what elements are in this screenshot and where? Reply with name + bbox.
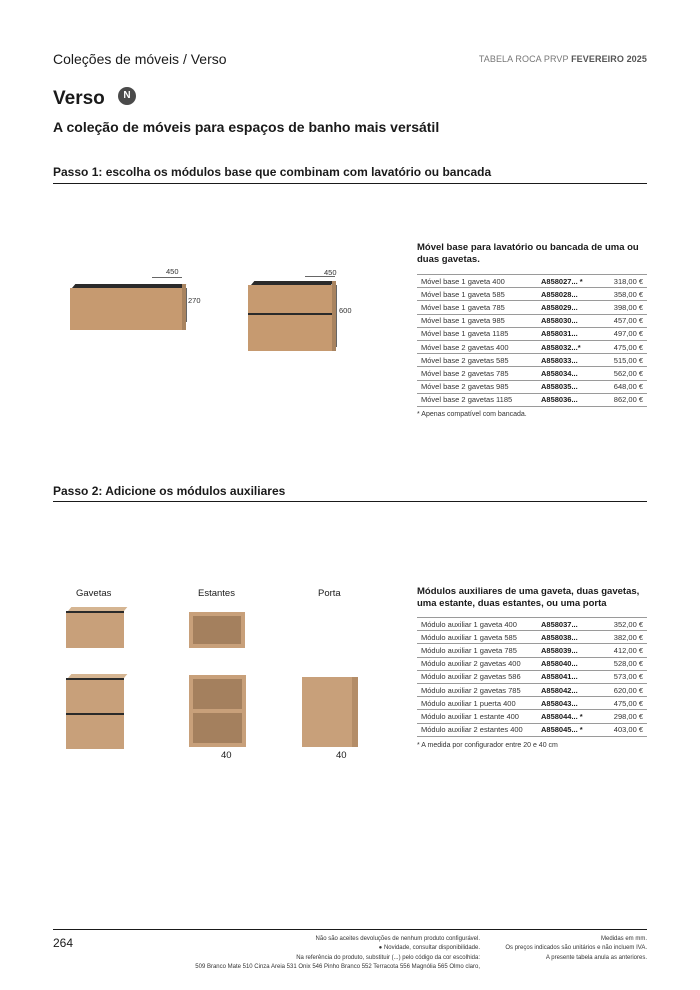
product-name-cell: Móvel base 1 gaveta 785 xyxy=(417,301,537,314)
product-code-cell: A858029... xyxy=(537,301,595,314)
aux-modules-price-table xyxy=(417,617,647,737)
table-row xyxy=(417,723,647,736)
product-code-cell: A858028... xyxy=(537,288,595,301)
footer-divider xyxy=(53,929,647,930)
product-price-cell: 528,00 € xyxy=(595,657,647,670)
step1-table-title: Móvel base para lavatório ou bancada de uma ou duas gavetas. xyxy=(417,242,639,265)
step1-divider xyxy=(53,183,647,184)
product-price-cell: 318,00 € xyxy=(595,275,647,288)
page-title: Verso xyxy=(53,88,105,109)
product-price-cell: 475,00 € xyxy=(595,340,647,353)
step2-divider xyxy=(53,501,647,502)
new-icon: ● xyxy=(378,945,384,952)
product-name-cell: Módulo auxiliar 1 gaveta 400 xyxy=(417,618,537,631)
shelves-depth-label: 40 xyxy=(221,750,232,761)
footer-note-returns: Não são aceites devoluções de nenhum produto configurável. xyxy=(315,936,480,942)
footer-note-colors: 509 Branco Mate 510 Cinza Areia 531 Onix 546 Pinho Branco 552 Terracota 556 Magnólia 565 Olmo claro, xyxy=(195,964,480,971)
table-row xyxy=(417,327,647,340)
dim-width-1: 450 xyxy=(166,267,179,276)
new-badge: N xyxy=(118,87,136,105)
category-drawers-label: Gavetas xyxy=(76,588,112,599)
product-price-cell: 398,00 € xyxy=(595,301,647,314)
table-row xyxy=(417,697,647,710)
table-row xyxy=(417,301,647,314)
door-depth-label: 40 xyxy=(336,750,347,761)
dim-height-1: 270 xyxy=(188,296,201,305)
product-code-cell: A858045... * xyxy=(537,723,595,736)
product-name-cell: Móvel base 2 gavetas 1185 xyxy=(417,393,537,406)
product-price-cell: 412,00 € xyxy=(595,644,647,657)
table-row xyxy=(417,657,647,670)
product-name-cell: Móvel base 1 gaveta 1185 xyxy=(417,327,537,340)
product-price-cell: 515,00 € xyxy=(595,354,647,367)
price-table-date: FEVEREIRO 2025 xyxy=(571,54,647,64)
footer-legal xyxy=(505,935,647,963)
table-row xyxy=(417,393,647,406)
product-price-cell: 648,00 € xyxy=(595,380,647,393)
product-name-cell: Módulo auxiliar 2 gavetas 586 xyxy=(417,670,537,683)
product-code-cell: A858038... xyxy=(537,631,595,644)
step2-heading: Passo 2: Adicione os módulos auxiliares xyxy=(53,484,286,498)
product-name-cell: Móvel base 1 gaveta 985 xyxy=(417,314,537,327)
product-name-cell: Módulo auxiliar 1 estante 400 xyxy=(417,710,537,723)
product-name-cell: Módulo auxiliar 1 puerta 400 xyxy=(417,697,537,710)
table-row xyxy=(417,288,647,301)
product-price-cell: 298,00 € xyxy=(595,710,647,723)
product-price-cell: 382,00 € xyxy=(595,631,647,644)
product-price-cell: 562,00 € xyxy=(595,367,647,380)
footer-measures: Medidas em mm. xyxy=(600,936,647,942)
price-table-prefix: TABELA ROCA PRVP xyxy=(478,54,572,64)
product-price-cell: 403,00 € xyxy=(595,723,647,736)
product-name-cell: Móvel base 2 gavetas 985 xyxy=(417,380,537,393)
table-row xyxy=(417,710,647,723)
dim-height-2: 600 xyxy=(339,306,352,315)
product-code-cell: A858037... xyxy=(537,618,595,631)
table-row xyxy=(417,618,647,631)
product-code-cell: A858031... xyxy=(537,327,595,340)
table-row xyxy=(417,683,647,696)
product-price-cell: 573,00 € xyxy=(595,670,647,683)
table-row xyxy=(417,314,647,327)
page-number: 264 xyxy=(53,936,74,950)
page-subtitle: A coleção de móveis para espaços de banho mais versátil xyxy=(53,119,440,135)
product-code-cell: A858027... * xyxy=(537,275,595,288)
breadcrumb: Coleções de móveis / Verso xyxy=(53,51,227,67)
footer-validity: A presente tabela anula as anteriores. xyxy=(545,954,647,961)
base-units-price-table xyxy=(417,274,647,407)
product-code-cell: A858041... xyxy=(537,670,595,683)
price-table-label xyxy=(479,54,647,64)
product-price-cell: 497,00 € xyxy=(595,327,647,340)
table-row xyxy=(417,631,647,644)
table-row xyxy=(417,644,647,657)
table-row xyxy=(417,367,647,380)
product-price-cell: 620,00 € xyxy=(595,683,647,696)
product-code-cell: A858042... xyxy=(537,683,595,696)
product-code-cell: A858034... xyxy=(537,367,595,380)
product-code-cell: A858030... xyxy=(537,314,595,327)
footer-note-new xyxy=(195,944,480,953)
table-row xyxy=(417,340,647,353)
product-code-cell: A858036... xyxy=(537,393,595,406)
product-name-cell: Módulo auxiliar 2 gavetas 400 xyxy=(417,657,537,670)
footer-prices: Os preços indicados são unitários e não incluem IVA. xyxy=(505,945,647,952)
category-door-label: Porta xyxy=(318,588,341,599)
footer-notes xyxy=(195,935,480,973)
table-row xyxy=(417,275,647,288)
table-row xyxy=(417,380,647,393)
product-code-cell: A858033... xyxy=(537,354,595,367)
product-code-cell: A858043... xyxy=(537,697,595,710)
product-price-cell: 475,00 € xyxy=(595,697,647,710)
product-name-cell: Módulo auxiliar 1 gaveta 585 xyxy=(417,631,537,644)
product-name-cell: Módulo auxiliar 2 estantes 400 xyxy=(417,723,537,736)
step1-heading: Passo 1: escolha os módulos base que combinam com lavatório ou bancada xyxy=(53,165,492,179)
footer-note-new-text: Novidade, consultar disponibilidade. xyxy=(383,945,480,952)
step2-footnote: * A medida por configurador entre 20 e 40 cm xyxy=(417,742,558,749)
dim-width-2: 450 xyxy=(324,268,337,277)
product-name-cell: Módulo auxiliar 1 gaveta 785 xyxy=(417,644,537,657)
product-code-cell: A858039... xyxy=(537,644,595,657)
product-price-cell: 352,00 € xyxy=(595,618,647,631)
product-name-cell: Móvel base 1 gaveta 585 xyxy=(417,288,537,301)
product-price-cell: 457,00 € xyxy=(595,314,647,327)
table-row xyxy=(417,354,647,367)
product-name-cell: Móvel base 2 gavetas 785 xyxy=(417,367,537,380)
product-price-cell: 358,00 € xyxy=(595,288,647,301)
product-name-cell: Móvel base 1 gaveta 400 xyxy=(417,275,537,288)
step1-footnote: * Apenas compatível com bancada. xyxy=(417,411,527,418)
product-name-cell: Móvel base 2 gavetas 585 xyxy=(417,354,537,367)
step2-table-title: Módulos auxiliares de uma gaveta, duas gavetas, uma estante, duas estantes, ou uma porta xyxy=(417,586,640,609)
category-shelves-label: Estantes xyxy=(198,588,235,599)
footer-note-reference: Na referência do produto, substituir (...) pelo código da cor escolhida: xyxy=(296,954,480,961)
product-price-cell: 862,00 € xyxy=(595,393,647,406)
product-code-cell: A858044... * xyxy=(537,710,595,723)
product-code-cell: A858035... xyxy=(537,380,595,393)
product-name-cell: Módulo auxiliar 2 gavetas 785 xyxy=(417,683,537,696)
product-name-cell: Móvel base 2 gavetas 400 xyxy=(417,340,537,353)
table-row xyxy=(417,670,647,683)
product-code-cell: A858040... xyxy=(537,657,595,670)
product-code-cell: A858032...* xyxy=(537,340,595,353)
